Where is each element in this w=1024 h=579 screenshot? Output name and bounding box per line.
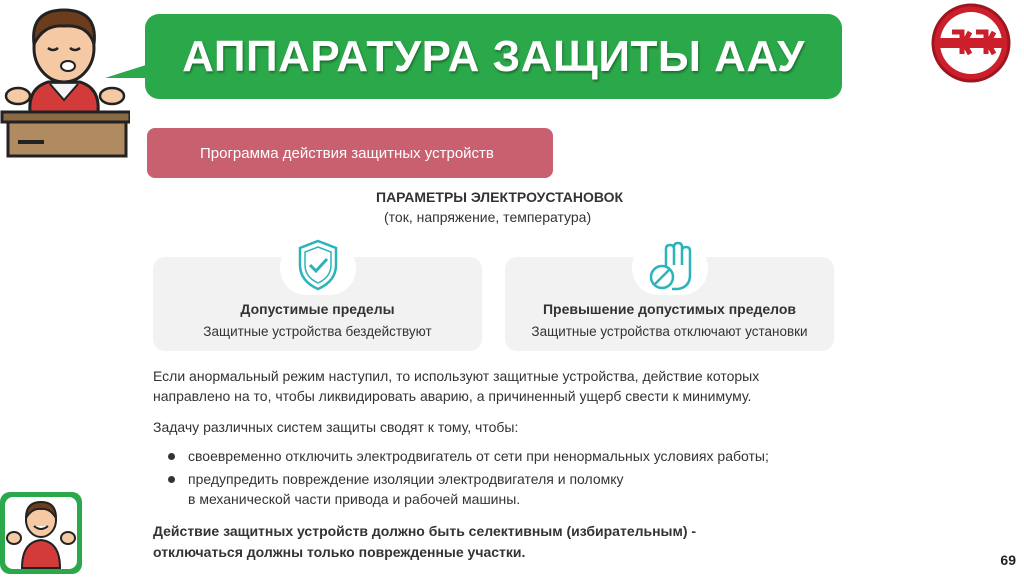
card-allowed-limits — [153, 257, 482, 351]
card-subtitle: Защитные устройства бездействуют — [203, 324, 432, 339]
bullet-icon — [168, 453, 175, 460]
list-item-text-line1: предупредить повреждение изоляции электродвигателя и поломку — [188, 471, 624, 487]
list-item-text-line2: в механической части привода и рабочей машины. — [188, 491, 521, 507]
conclusion-text — [153, 521, 853, 563]
params-subtitle: (ток, напряжение, температура) — [384, 209, 592, 225]
paragraph: Если анормальный режим наступил, то используют защитные устройства, действие которых направлено на то, чтобы ликвидировать аварию, а причиненный ущерб свести к минимуму. — [153, 368, 760, 404]
logo-icon — [930, 2, 1012, 84]
list-item — [168, 469, 828, 509]
card-title: Превышение допустимых пределов — [542, 301, 797, 317]
card-subtitle: Защитные устройства отключают установки — [531, 324, 808, 339]
shield-check-icon — [280, 235, 356, 295]
page-number: 69 — [1000, 552, 1016, 568]
happy-character-image — [0, 492, 82, 574]
teacher-character-image — [0, 0, 130, 160]
conclusion-line1: Действие защитных устройств должно быть селективным (избирательным) - — [153, 523, 697, 539]
card-title: Допустимые пределы — [240, 301, 395, 317]
params-title: ПАРАМЕТРЫ ЭЛЕКТРОУСТАНОВОК — [376, 189, 624, 205]
conclusion-line2: отключаться должны только поврежденные участки. — [153, 544, 526, 560]
list-item-text: своевременно отключить электродвигатель от сети при ненормальных условиях работы; — [188, 448, 769, 464]
bullet-icon — [168, 476, 175, 483]
stop-hand-icon — [632, 235, 708, 295]
list-item — [168, 446, 828, 466]
card-exceeded-limits — [505, 257, 834, 351]
paragraph: Задачу различных систем защиты сводят к тому, чтобы: — [153, 419, 519, 435]
section-label: Программа действия защитных устройств — [147, 128, 553, 178]
page-title: АППАРАТУРА ЗАЩИТЫ ААУ — [182, 31, 805, 81]
title-banner — [145, 14, 842, 99]
